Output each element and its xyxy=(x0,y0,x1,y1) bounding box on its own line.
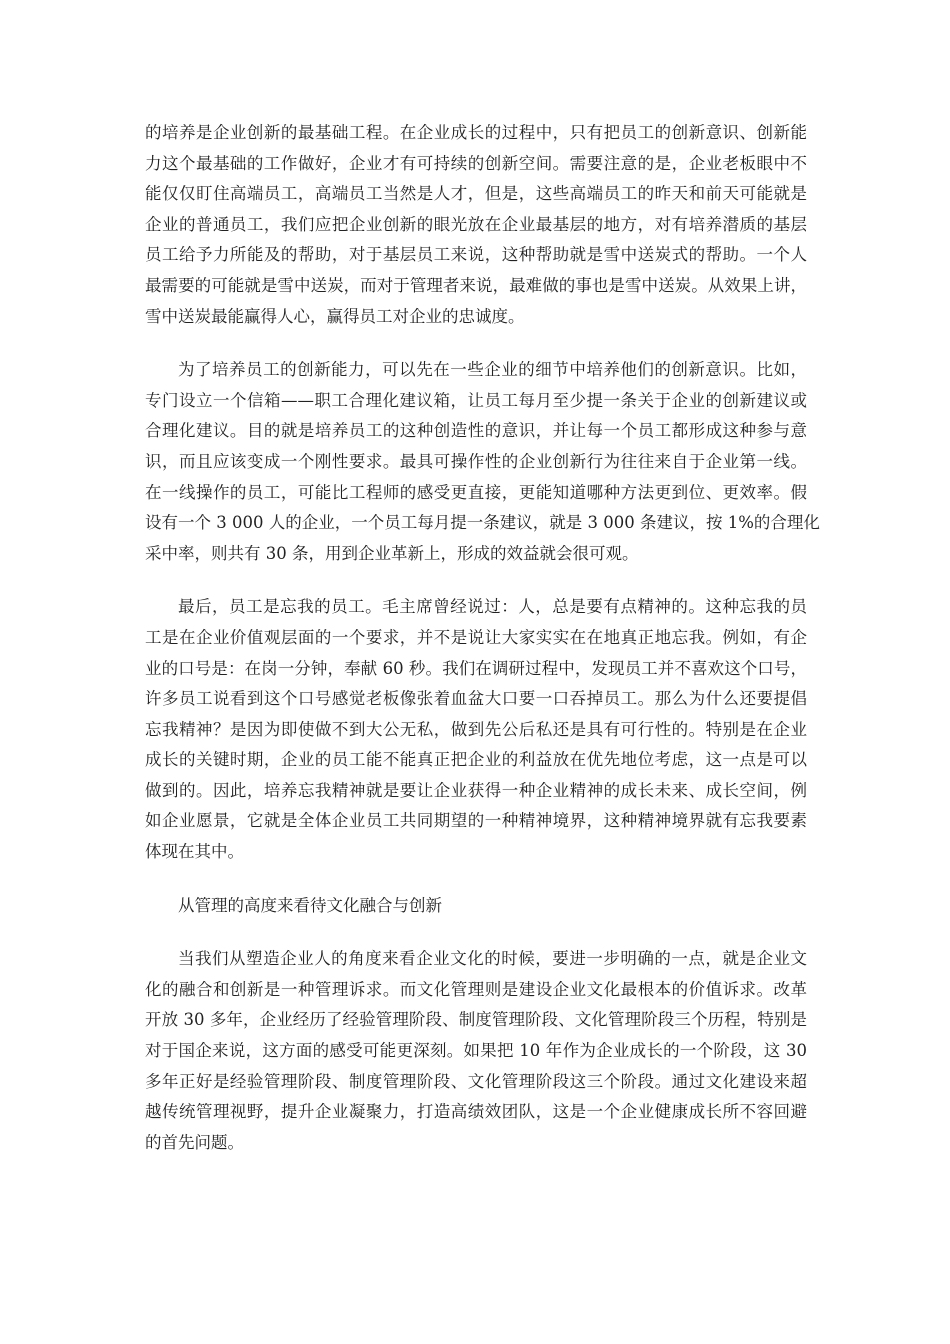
text-line: 在一线操作的员工，可能比工程师的感受更直接，更能知道哪种方法更到位、更效率。假 xyxy=(145,482,807,502)
text-line: 最后，员工是忘我的员工。毛主席曾经说过：人，总是要有点精神的。这种忘我的员 xyxy=(178,597,807,617)
text-line: 采中率，则共有 30 条，用到企业革新上，形成的效益就会很可观。 xyxy=(145,543,639,563)
text-line: 雪中送炭最能赢得人心，赢得员工对企业的忠诚度。 xyxy=(145,306,525,326)
text-line: 识，而且应该变成一个刚性要求。最具可操作性的企业创新行为往往来自于企业第一线。 xyxy=(145,451,807,471)
paragraph-selfless-spirit xyxy=(145,592,807,867)
text-line: 当我们从塑造企业人的角度来看企业文化的时候，要进一步明确的一点，就是企业文 xyxy=(178,949,807,969)
text-line: 为了培养员工的创新能力，可以先在一些企业的细节中培养他们的创新意识。比如， xyxy=(178,360,807,380)
text-line: 的首先问题。 xyxy=(145,1132,244,1152)
text-line: 多年正好是经验管理阶段、制度管理阶段、文化管理阶段这三个阶段。通过文化建设来超 xyxy=(145,1071,807,1091)
text-line: 忘我精神？是因为即使做不到大公无私，做到先公后私还是具有可行性的。特别是在企业 xyxy=(145,719,807,739)
text-line: 如企业愿景，它就是全体企业员工共同期望的一种精神境界，这种精神境界就有忘我要素 xyxy=(145,811,807,831)
text-line: 从管理的高度来看待文化融合与创新 xyxy=(178,895,442,915)
text-line: 体现在其中。 xyxy=(145,842,244,862)
text-line: 企业的普通员工，我们应把企业创新的眼光放在企业最基层的地方，对有培养潜质的基层 xyxy=(145,214,807,234)
text-line: 能仅仅盯住高端员工，高端员工当然是人才，但是，这些高端员工的昨天和前天可能就是 xyxy=(145,184,807,204)
text-line: 对于国企来说，这方面的感受可能更深刻。如果把 10 年作为企业成长的一个阶段，这 30 xyxy=(145,1041,807,1061)
text-line: 工是在企业价值观层面的一个要求，并不是说让大家实实在在地真正地忘我。例如，有企 xyxy=(145,627,807,647)
text-line: 化的融合和创新是一种管理诉求。而文化管理则是建设企业文化最根本的价值诉求。改革 xyxy=(145,979,807,999)
text-line: 专门设立一个信箱——职工合理化建议箱，让员工每月至少提一条关于企业的创新建议或 xyxy=(145,390,807,410)
section-heading xyxy=(145,891,807,922)
paragraph-talent-cultivation xyxy=(145,118,807,332)
text-line: 许多员工说看到这个口号感觉老板像张着血盆大口要一口吞掉员工。那么为什么还要提倡 xyxy=(145,689,807,709)
text-line: 开放 30 多年，企业经历了经验管理阶段、制度管理阶段、文化管理阶段三个历程，特别是 xyxy=(145,1010,807,1030)
text-line: 做到的。因此，培养忘我精神就是要让企业获得一种企业精神的成长未来、成长空间，例 xyxy=(145,780,807,800)
text-line: 越传统管理视野，提升企业凝聚力，打造高绩效团队，这是一个企业健康成长所不容回避 xyxy=(145,1102,807,1122)
text-line: 员工给予力所能及的帮助，对于基层员工来说，这种帮助就是雪中送炭式的帮助。一个人 xyxy=(145,245,807,265)
text-line: 合理化建议。目的就是培养员工的这种创造性的意识，并让每一个员工都形成这种参与意 xyxy=(145,421,807,441)
text-line: 最需要的可能就是雪中送炭，而对于管理者来说，最难做的事也是雪中送炭。从效果上讲， xyxy=(145,275,807,295)
text-line: 设有一个 3 000 人的企业，一个员工每月提一条建议，就是 3 000 条建议，按 1%的合理化 xyxy=(145,513,820,533)
text-line: 成长的关键时期，企业的员工能不能真正把企业的利益放在优先地位考虑，这一点是可以 xyxy=(145,750,807,770)
paragraph-innovation-ability xyxy=(145,355,820,569)
text-line: 力这个最基础的工作做好，企业才有可持续的创新空间。需要注意的是，企业老板眼中不 xyxy=(145,153,807,173)
text-line: 业的口号是：在岗一分钟，奉献 60 秒。我们在调研过程中，发现员工并不喜欢这个口号， xyxy=(145,658,807,678)
paragraph-cultural-management xyxy=(145,944,807,1158)
text-line: 的培养是企业创新的最基础工程。在企业成长的过程中，只有把员工的创新意识、创新能 xyxy=(145,123,807,142)
document-body xyxy=(145,118,820,1181)
